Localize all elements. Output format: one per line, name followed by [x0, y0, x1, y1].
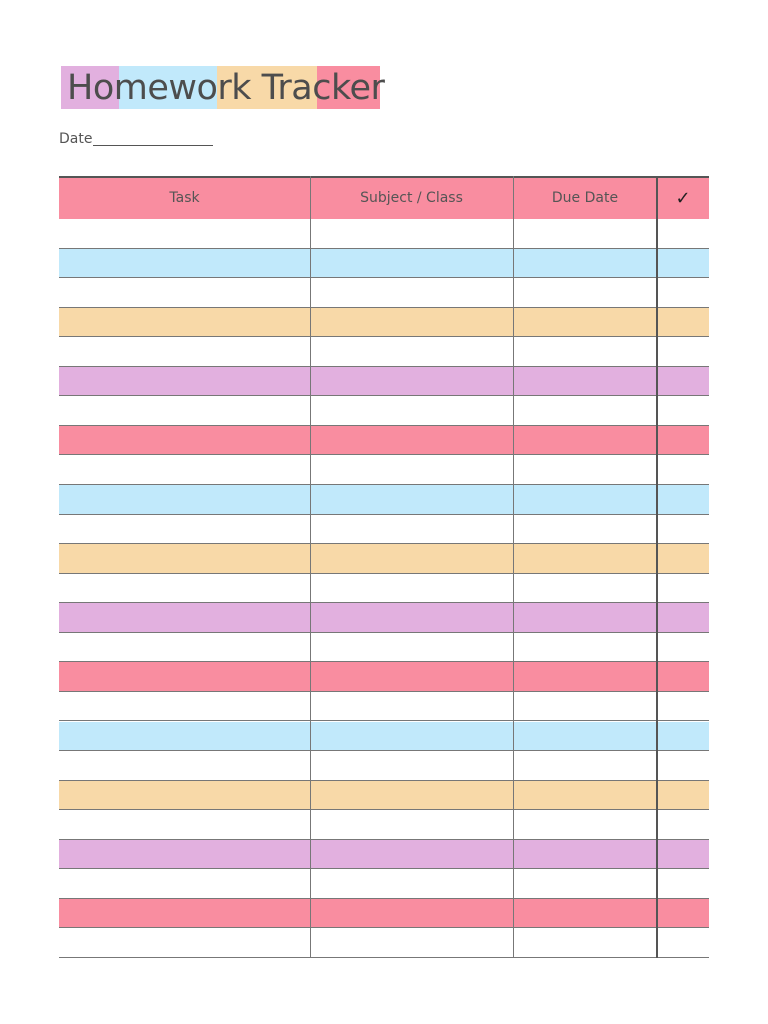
title-banner — [61, 66, 385, 109]
table-row[interactable] — [59, 515, 709, 545]
table-row[interactable] — [59, 662, 709, 692]
table-row[interactable] — [59, 426, 709, 456]
column-divider — [310, 176, 311, 958]
date-label: Date — [59, 131, 93, 147]
page-title: Homework Tracker — [67, 68, 385, 108]
table-row[interactable] — [59, 396, 709, 426]
table-row[interactable] — [59, 722, 709, 752]
date-line[interactable] — [93, 145, 213, 146]
table-row[interactable] — [59, 810, 709, 840]
table-row[interactable] — [59, 278, 709, 308]
table-row[interactable] — [59, 249, 709, 279]
column-header-due-date: Due Date — [551, 190, 619, 206]
table-row[interactable] — [59, 840, 709, 870]
column-divider-check — [656, 176, 658, 958]
table-row[interactable] — [59, 219, 709, 249]
table-row[interactable] — [59, 899, 709, 929]
table-row[interactable] — [59, 603, 709, 633]
table-row[interactable] — [59, 781, 709, 811]
table-row[interactable] — [59, 928, 709, 958]
column-header-subject: Subject / Class — [360, 190, 463, 206]
column-header-task: Task — [169, 190, 200, 206]
table-header — [59, 176, 709, 219]
table-row[interactable] — [59, 337, 709, 367]
table-row[interactable] — [59, 869, 709, 899]
table-row[interactable] — [59, 633, 709, 663]
table-row[interactable] — [59, 308, 709, 338]
table-row[interactable] — [59, 485, 709, 515]
table-row[interactable] — [59, 692, 709, 722]
table-row[interactable] — [59, 367, 709, 397]
table-row[interactable] — [59, 751, 709, 781]
column-header-done: ✓ — [675, 188, 691, 209]
table-row[interactable] — [59, 455, 709, 485]
table-row[interactable] — [59, 544, 709, 574]
table-row[interactable] — [59, 574, 709, 604]
column-divider — [513, 176, 514, 958]
